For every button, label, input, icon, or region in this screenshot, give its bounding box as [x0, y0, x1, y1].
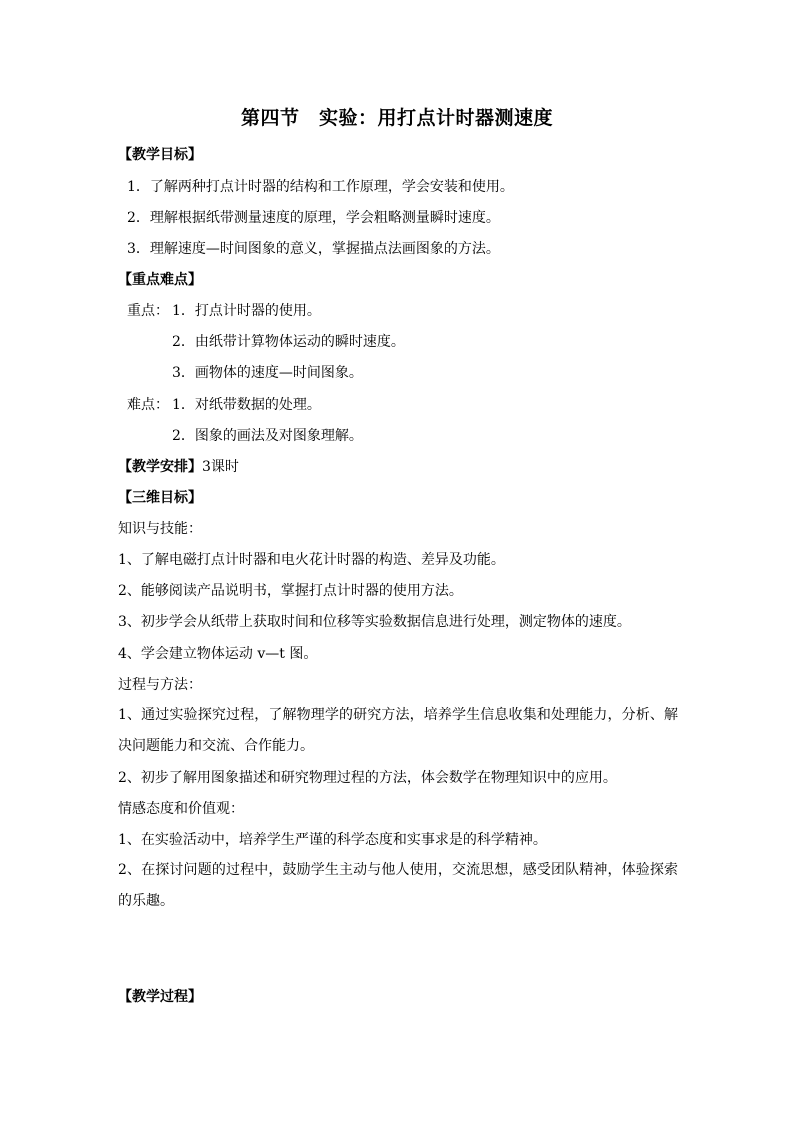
schedule-heading: 【教学安排】	[118, 459, 202, 475]
focus-item: 3．画物体的速度—时间图象。	[172, 365, 363, 381]
difficulty-item: 2．图象的画法及对图象理解。	[172, 428, 363, 444]
key-points-heading: 【重点难点】	[118, 272, 202, 288]
process-item: 2、初步了解用图象描述和研究物理过程的方法，体会数学在物理知识中的应用。	[118, 770, 617, 786]
knowledge-item: 4、学会建立物体运动 v—t 图。	[118, 646, 318, 662]
focus-item: 2．由纸带计算物体运动的瞬时速度。	[172, 334, 405, 350]
difficulty-item: 1．对纸带数据的处理。	[172, 397, 321, 413]
objective-item: 3．理解速度—时间图象的意义，掌握描点法画图象的方法。	[127, 241, 500, 257]
schedule-value: 3课时	[202, 459, 239, 475]
process-heading: 【教学过程】	[118, 989, 202, 1005]
page-title: 第四节 实验：用打点计时器测速度	[240, 107, 553, 129]
emotion-item: 2、在探讨问题的过程中，鼓励学生主动与他人使用，交流思想，感受团队精神，体验探索的乐趣。	[118, 862, 678, 909]
process-item: 1、通过实验探究过程，了解物理学的研究方法，培养学生信息收集和处理能力，分析、解决问题能力和交流、合作能力。	[118, 707, 678, 754]
focus-label: 重点：	[127, 303, 169, 319]
process-label: 过程与方法：	[118, 677, 202, 693]
three-dim-heading: 【三维目标】	[118, 490, 202, 506]
schedule-line	[118, 458, 239, 476]
emotion-label: 情感态度和价值观：	[118, 801, 244, 817]
knowledge-item: 1、了解电磁打点计时器和电火花计时器的构造、差异及功能。	[118, 552, 505, 568]
objective-item: 2．理解根据纸带测量速度的原理，学会粗略测量瞬时速度。	[127, 210, 500, 226]
objective-item: 1．了解两种打点计时器的结构和工作原理，学会安装和使用。	[127, 179, 514, 195]
emotion-item: 1、在实验活动中，培养学生严谨的科学态度和实事求是的科学精神。	[118, 832, 547, 848]
knowledge-item: 3、初步学会从纸带上获取时间和位移等实验数据信息进行处理，测定物体的速度。	[118, 614, 631, 630]
knowledge-label: 知识与技能：	[118, 521, 202, 537]
objectives-heading: 【教学目标】	[118, 147, 202, 163]
difficulty-label: 难点：	[127, 397, 169, 413]
knowledge-item: 2、能够阅读产品说明书，掌握打点计时器的使用方法。	[118, 583, 463, 599]
focus-item: 1．打点计时器的使用。	[172, 303, 321, 319]
